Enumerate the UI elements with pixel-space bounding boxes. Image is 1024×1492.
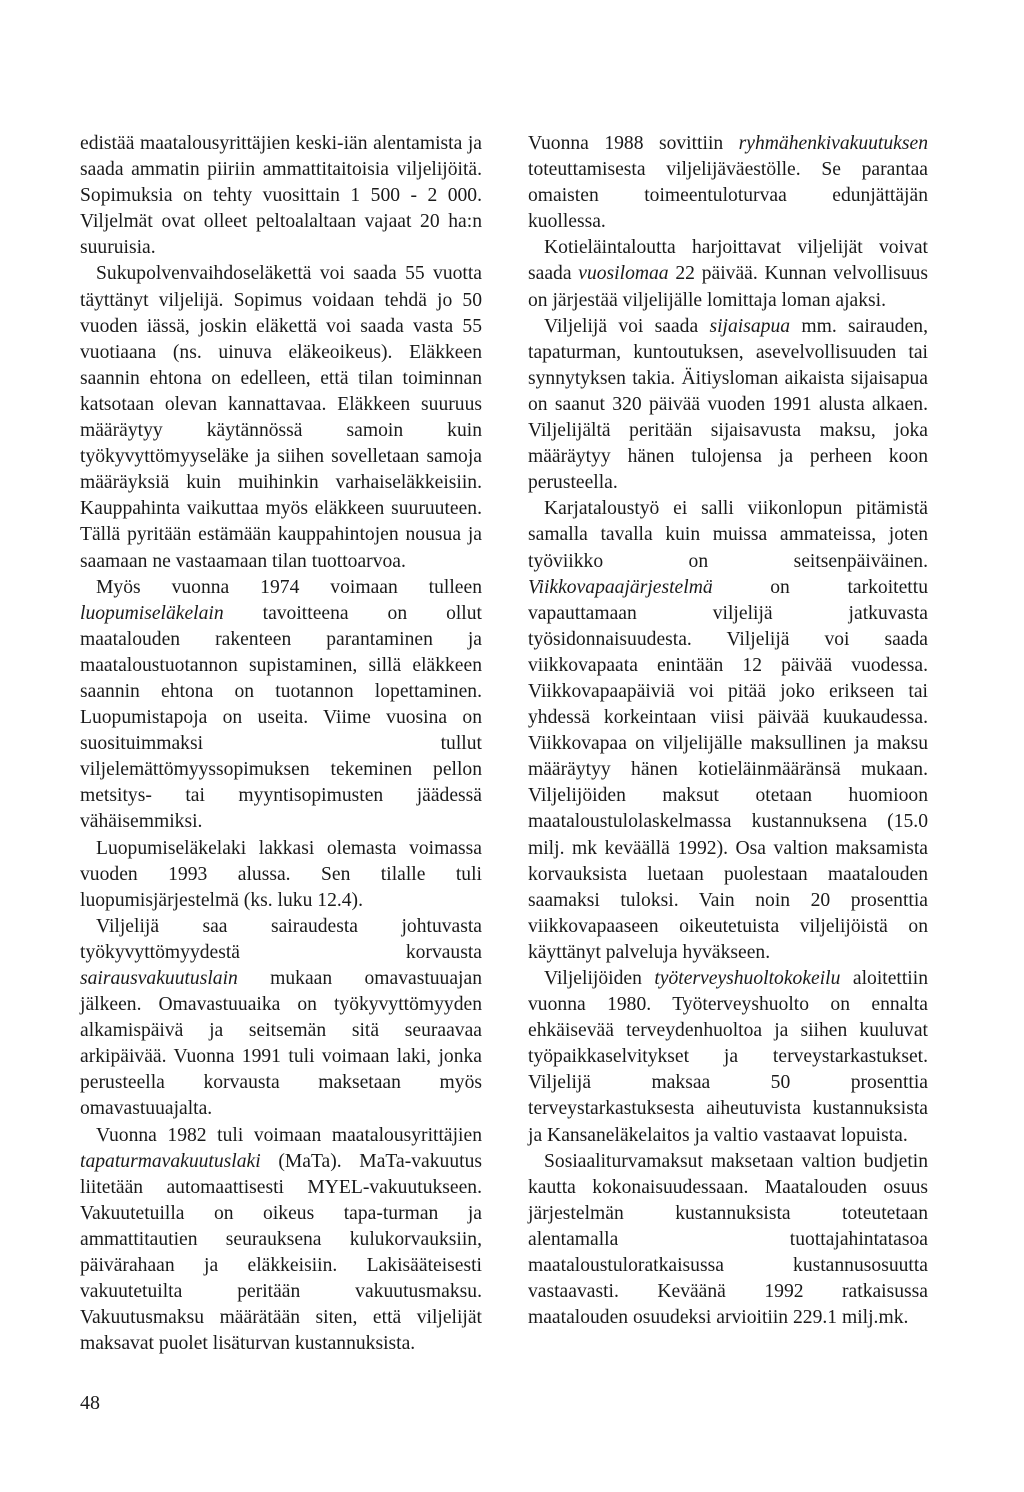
- text-run: mm. sairauden, tapaturman, kuntoutuksen, asevelvollisuuden tai synnytyksen takia. Äitiysloman aikaista sijaisapua on saanut 320 päivää vuoden 1991 alusta alkaen. Viljelijältä peritään sijaisavusta maksu, joka määräytyy hänen tulojensa ja perheen koon perusteella.: [528, 315, 928, 494]
- right-column: [528, 131, 928, 1331]
- italic-term: vuosilomaa: [578, 263, 669, 285]
- text-run: Viljelijä voi saada: [544, 315, 710, 337]
- paragraph: Luopumiseläkelaki lakkasi olemasta voimassa vuoden 1993 alussa. Sen tilalle tuli luopumisjärjestelmä (ks. luku 12.4).: [80, 837, 482, 911]
- paragraph: [528, 314, 928, 497]
- text-run: Viljelijä saa sairaudesta johtuvasta työkyvyttömyydestä korvausta: [80, 915, 482, 963]
- text-run: Viljelijöiden: [544, 968, 655, 989]
- text-run: Kotieläintaloutta harjoittavat viljelijät voivat saada: [528, 237, 928, 285]
- italic-term: Viikkovapaajärjestelmä: [528, 576, 713, 598]
- left-column: [80, 131, 482, 1357]
- text-run: mukaan omavastuuajan jälkeen. Omavastuuaika on työkyvyttömyyden alkamispäivä ja seitsemän sitä seuraavaa arkipäivää. Vuonna 1991 tuli voimaan laki, jonka perusteella korvausta maksetaan myös omavastuuajalta.: [80, 968, 482, 1120]
- italic-term: luopumiseläkelain: [80, 602, 224, 624]
- italic-term: ryhmähenkivakuutuksen: [738, 133, 928, 154]
- paragraph: [528, 235, 928, 313]
- paragraph: [528, 966, 928, 1149]
- paragraph: [528, 496, 928, 966]
- text-run: on tarkoitettu vapauttamaan viljelijä jatkuvasta työsidonnaisuudesta. Viljelijä voi saada viikkovapaata enintään 12 päivää vuodessa. Viikkovapaapäiviä voi pitää joko erikseen tai yhdessä korkeintaan viisi päivää kuukaudessa. Viikkovapaa on viljelijälle maksullinen ja maksu määräytyy hänen kotieläinmääränsä mukaan. Viljelijöiden maksut otetaan huomioon maataloustulolaskelmassa kustannuksena (15.0 milj. mk keväällä 1992). Osa valtion maksamista korvauksista luetaan puolestaan maatalouden saamaksi tuloksi. Vain noin 20 prosenttia viikkovapaaseen oikeutetuista viljelijöistä on käyttänyt palveluja hyväkseen.: [528, 576, 928, 963]
- paragraph: Sukupolvenvaihdoseläkettä voi saada 55 vuotta täyttänyt viljelijä. Sopimus voidaan tehdä jo 50 vuoden iässä, joskin eläkettä voi saada vasta 55 vuotiaana (ns. uinuva eläkeoikeus). Eläkkeen saannin ehtona on edelleen, että tilan toiminnan katsotaan olevan kannattavaa. Eläkkeen suuruus määräytyy käytännössä samoin kuin työkyvyttömyyseläke ja siihen sovelletaan samoja määräyksiä kuin muihinkin varhaiseläkkeisiin. Kauppahinta vaikuttaa myös eläkkeen suuruuteen. Tällä pyritään estämään kauppahintojen nousua ja saamaan ne vastaamaan tilan tuottoarvoa.: [80, 263, 482, 572]
- italic-term: työterveyshuoltokokeilu: [654, 968, 841, 989]
- paragraph: [528, 131, 928, 235]
- paragraph: Sosiaaliturvamaksut maksetaan valtion budjetin kautta kokonaisuudessaan. Maatalouden osuus järjestelmän kustannuksista toteutetaan alentamalla tuottajahintatasoa maataloustuloratkaisussa kustannusosuutta vastaavasti. Keväänä 1992 ratkaisussa maatalouden osuudeksi arvioitiin 229.1 milj.mk.: [528, 1150, 928, 1329]
- text-run: Vuonna 1988 sovittiin: [528, 133, 739, 154]
- paragraph: edistää maatalousyrittäjien keski-iän alentamista ja saada ammatin piiriin ammattitaitoisia viljelijöitä. Sopimuksia on tehty vuosittain 1 500 - 2 000. Viljelmät ovat olleet peltoalaltaan vajaat 20 ha:n suuruisia.: [80, 133, 482, 259]
- italic-term: sairausvakuutuslain: [80, 968, 238, 989]
- text-run: 22 päivää. Kunnan velvollisuus on järjestää viljelijälle lomittaja loman ajaksi.: [528, 263, 928, 311]
- italic-term: sijaisapua: [709, 315, 791, 337]
- page-number: 48: [80, 1392, 100, 1414]
- paragraph: [80, 1123, 482, 1358]
- paragraph: [80, 914, 482, 1123]
- text-run: (MaTa). MaTa-vakuutus liitetään automaattisesti MYEL-vakuutukseen. Vakuutetuilla on oikeus tapa-turman ja ammattitautien seurauksena kulukorvauksiin, päivärahaan ja eläkkeisiin. Lakisääteisesti vakuutetuilta peritään vakuutusmaksu. Vakuutusmaksu määrätään siten, että viljelijät maksavat puolet lisäturvan kustannuksista.: [80, 1150, 482, 1355]
- italic-term: tapaturmavakuutuslaki: [80, 1150, 261, 1172]
- text-run: tavoitteena on ollut maatalouden rakenteen parantaminen ja maataloustuotannon supistaminen, sillä eläkkeen saannin ehtona on tuotannon lopettaminen. Luopumistapoja on useita. Viime vuosina on suosituimmaksi tullut viljelemättömyyssopimuksen tekeminen pellon metsitys- tai myyntisopimusten jäädessä vähäisemmiksi.: [80, 602, 482, 833]
- text-run: Vuonna 1982 tuli voimaan maatalousyrittäjien: [96, 1124, 482, 1146]
- text-run: Karjataloustyö ei salli viikonlopun pitämistä samalla tavalla kuin muissa ammateissa, joten työviikko on seitsenpäiväinen.: [528, 498, 928, 572]
- paragraph: [80, 575, 482, 836]
- text-run: Myös vuonna 1974 voimaan tulleen: [96, 576, 482, 598]
- text-run: aloitettiin vuonna 1980. Työterveyshuolto on ennalta ehkäisevää terveydenhuoltoa ja siihen kuuluvat työpaikkaselvitykset ja terveystarkastukset. Viljelijä maksaa 50 prosenttia terveystarkastuksesta aiheutuvista kustannuksista ja Kansaneläkelaitos ja valtio vastaavat lopuista.: [528, 968, 928, 1146]
- text-run: toteuttamisesta viljelijäväestölle. Se parantaa omaisten toimeentuloturvaa edunjättäjän kuollessa.: [528, 159, 928, 233]
